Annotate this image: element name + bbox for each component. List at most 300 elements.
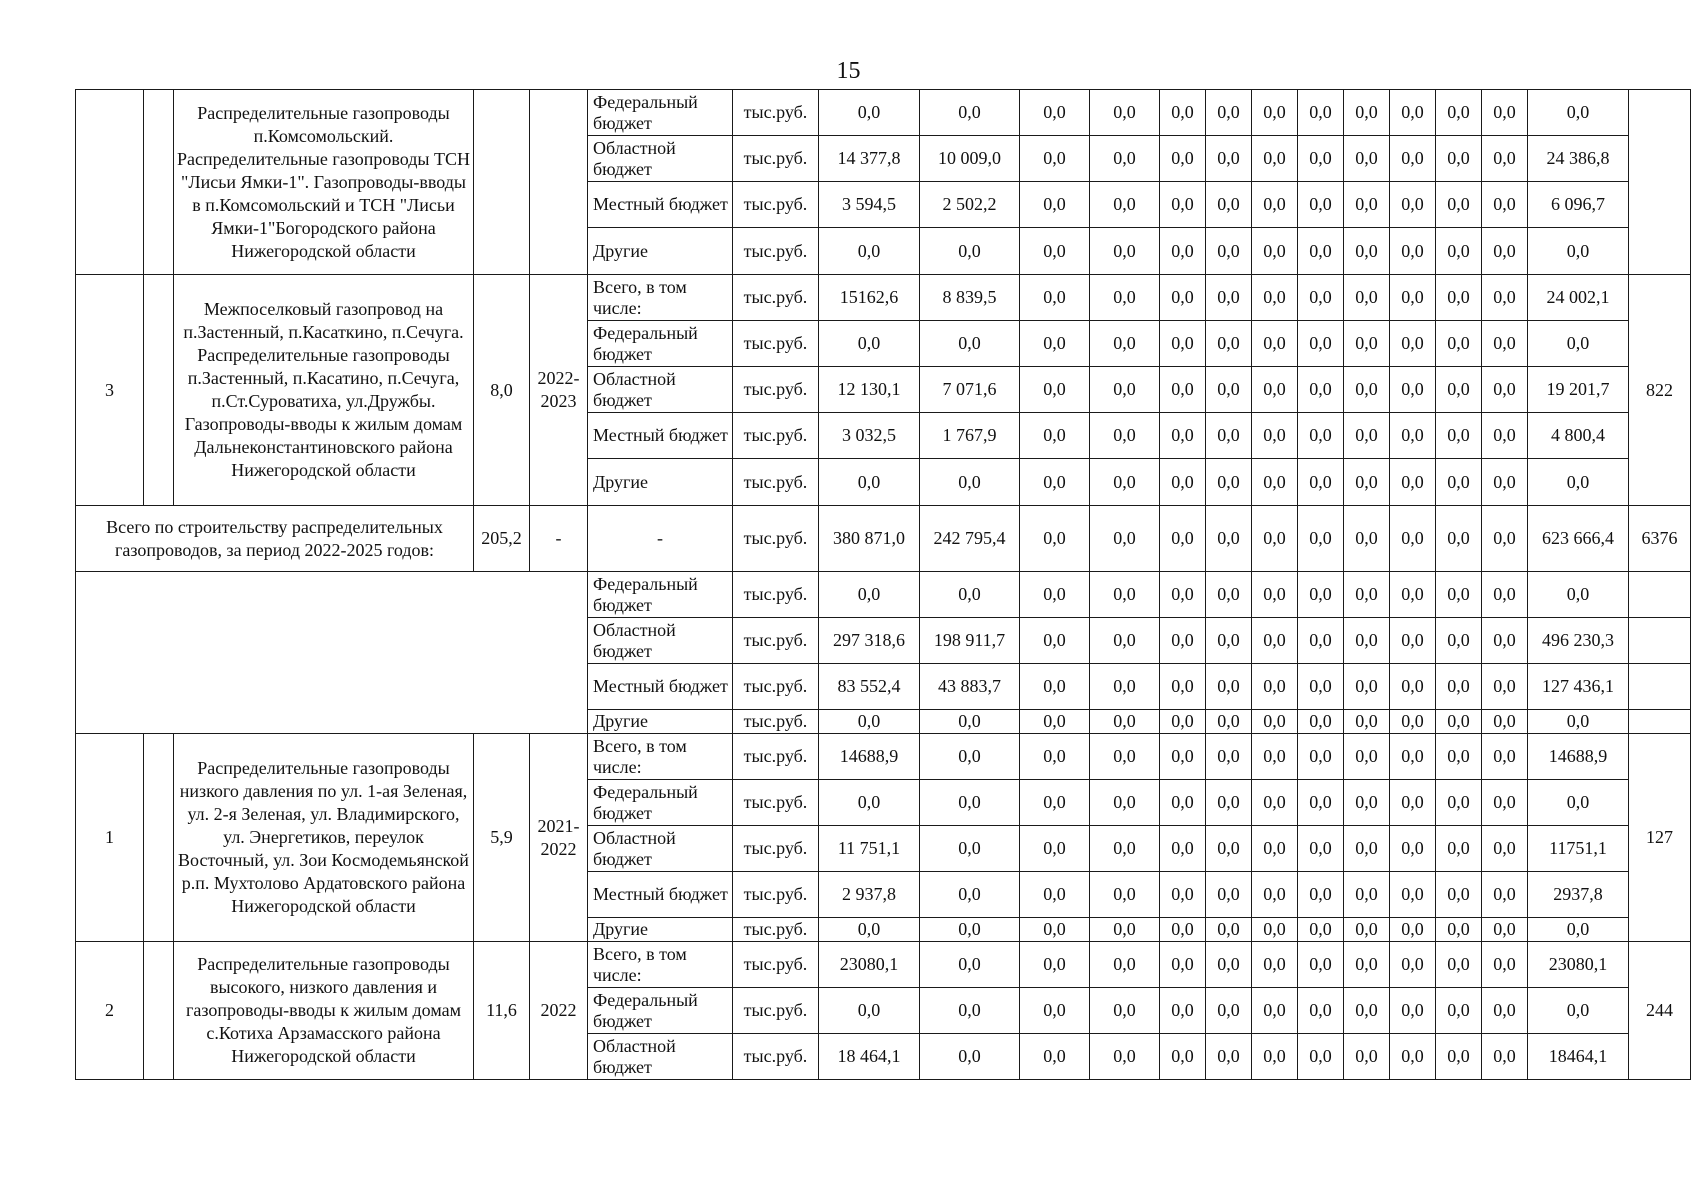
value-cell: 0,0 (1252, 734, 1298, 780)
value-cell: 0,0 (1160, 918, 1206, 942)
value-cell: 3 594,5 (819, 182, 920, 228)
row-total-cell: 24 002,1 (1528, 275, 1629, 321)
value-cell: 0,0 (1482, 572, 1528, 618)
value-cell: 0,0 (819, 780, 920, 826)
value-cell: 0,0 (920, 710, 1020, 734)
value-cell: 0,0 (1252, 459, 1298, 506)
value-cell: 0,0 (1436, 275, 1482, 321)
value-cell: 0,0 (1252, 988, 1298, 1034)
row-total-cell: 0,0 (1528, 228, 1629, 275)
value-cell: 0,0 (1482, 506, 1528, 572)
blank-cell (1629, 664, 1691, 710)
value-cell: 0,0 (1298, 918, 1344, 942)
value-cell: 0,0 (1482, 826, 1528, 872)
value-cell: 0,0 (1390, 228, 1436, 275)
value-cell: 0,0 (1020, 275, 1090, 321)
value-cell: 43 883,7 (920, 664, 1020, 710)
value-cell: 0,0 (920, 459, 1020, 506)
value-cell: 0,0 (1090, 664, 1160, 710)
value-cell: 0,0 (1298, 136, 1344, 182)
capacity-cell: 127 (1629, 734, 1691, 942)
value-cell: 0,0 (1436, 734, 1482, 780)
value-cell: 2 937,8 (819, 872, 920, 918)
value-cell: 0,0 (1298, 321, 1344, 367)
value-cell: 0,0 (819, 572, 920, 618)
period-cell: 2022-2023 (530, 275, 588, 506)
value-cell: 0,0 (1020, 872, 1090, 918)
value-cell: 0,0 (1206, 942, 1252, 988)
row-total-cell: 23080,1 (1528, 942, 1629, 988)
funding-source: Федеральный бюджет (588, 572, 733, 618)
summary-label-cell: Всего по строительству распределительных газопроводов, за период 2022-2025 годов: (76, 506, 474, 572)
value-cell: 0,0 (1206, 664, 1252, 710)
length-cell: 11,6 (474, 942, 530, 1080)
capacity-cell (1629, 90, 1691, 275)
page-number: 15 (836, 58, 861, 84)
value-cell: 0,0 (1298, 413, 1344, 459)
value-cell: 0,0 (1160, 413, 1206, 459)
value-cell: 0,0 (1436, 618, 1482, 664)
value-cell: 0,0 (1020, 90, 1090, 136)
value-cell: 23080,1 (819, 942, 920, 988)
value-cell: 0,0 (1436, 228, 1482, 275)
unit-cell: тыс.руб. (733, 942, 819, 988)
value-cell: 0,0 (1252, 572, 1298, 618)
value-cell: 0,0 (1298, 664, 1344, 710)
value-cell: 0,0 (1298, 826, 1344, 872)
value-cell: 0,0 (1206, 572, 1252, 618)
row-total-cell: 0,0 (1528, 321, 1629, 367)
value-cell: 0,0 (1390, 572, 1436, 618)
object-name-cell: Межпоселковый газопровод на п.Застенный, п.Касаткино, п.Сечуга. Распределительные газопроводы п.Застенный, п.Касатино, п.Сечуга, п.Ст.Суроватиха, ул.Дружбы. Газопроводы-вводы к жилым домам Дальнеконстантиновского района Нижегородской области (174, 275, 474, 506)
value-cell: 0,0 (1482, 1034, 1528, 1080)
value-cell: 0,0 (1482, 780, 1528, 826)
value-cell: 297 318,6 (819, 618, 920, 664)
value-cell: 8 839,5 (920, 275, 1020, 321)
value-cell: 0,0 (1090, 90, 1160, 136)
value-cell: 1 767,9 (920, 413, 1020, 459)
value-cell: 0,0 (1436, 459, 1482, 506)
unit-cell: тыс.руб. (733, 1034, 819, 1080)
value-cell: 0,0 (1090, 321, 1160, 367)
table-row (76, 942, 1691, 988)
value-cell: 0,0 (1090, 228, 1160, 275)
row-total-cell: 0,0 (1528, 459, 1629, 506)
value-cell: 0,0 (1344, 618, 1390, 664)
value-cell: 0,0 (819, 459, 920, 506)
value-cell: 0,0 (1090, 618, 1160, 664)
value-cell: 0,0 (1020, 988, 1090, 1034)
value-cell: 0,0 (1436, 1034, 1482, 1080)
value-cell: 12 130,1 (819, 367, 920, 413)
value-cell: 0,0 (1298, 572, 1344, 618)
value-cell: 0,0 (1436, 506, 1482, 572)
table-row (76, 275, 1691, 321)
length-cell: 5,9 (474, 734, 530, 942)
value-cell: 0,0 (1436, 572, 1482, 618)
value-cell: 0,0 (1252, 664, 1298, 710)
value-cell: 0,0 (1390, 664, 1436, 710)
value-cell: 0,0 (1482, 734, 1528, 780)
value-cell: 0,0 (1390, 182, 1436, 228)
unit-cell: тыс.руб. (733, 228, 819, 275)
value-cell: 0,0 (1390, 942, 1436, 988)
unit-cell: тыс.руб. (733, 413, 819, 459)
table-row (76, 572, 1691, 618)
value-cell: 0,0 (1436, 710, 1482, 734)
value-cell: 0,0 (1090, 872, 1160, 918)
value-cell: 0,0 (920, 90, 1020, 136)
unit-cell: тыс.руб. (733, 275, 819, 321)
value-cell: 0,0 (1436, 321, 1482, 367)
value-cell: 0,0 (1436, 826, 1482, 872)
value-cell: 0,0 (1252, 321, 1298, 367)
value-cell: 0,0 (1344, 275, 1390, 321)
value-cell: 0,0 (1344, 988, 1390, 1034)
funding-source: Другие (588, 228, 733, 275)
value-cell: 0,0 (1206, 182, 1252, 228)
row-total-cell: 24 386,8 (1528, 136, 1629, 182)
value-cell: 3 032,5 (819, 413, 920, 459)
item-number-cell: 1 (76, 734, 144, 942)
value-cell: 14 377,8 (819, 136, 920, 182)
value-cell: 0,0 (1206, 1034, 1252, 1080)
value-cell: 0,0 (1090, 918, 1160, 942)
value-cell: 0,0 (1160, 826, 1206, 872)
value-cell: 0,0 (1206, 459, 1252, 506)
value-cell: 0,0 (1344, 228, 1390, 275)
funding-source: Федеральный бюджет (588, 321, 733, 367)
funding-source: Областной бюджет (588, 1034, 733, 1080)
length-cell: 205,2 (474, 506, 530, 572)
value-cell: 0,0 (1344, 942, 1390, 988)
row-total-cell: 11751,1 (1528, 826, 1629, 872)
value-cell: 0,0 (1390, 321, 1436, 367)
row-total-cell: 2937,8 (1528, 872, 1629, 918)
value-cell: 0,0 (1206, 918, 1252, 942)
value-cell: 0,0 (1252, 780, 1298, 826)
value-cell: 0,0 (1252, 710, 1298, 734)
value-cell: 0,0 (1298, 459, 1344, 506)
unit-cell: тыс.руб. (733, 367, 819, 413)
value-cell: 0,0 (1160, 228, 1206, 275)
unit-cell: тыс.руб. (733, 506, 819, 572)
unit-cell: тыс.руб. (733, 321, 819, 367)
value-cell: 0,0 (819, 228, 920, 275)
value-cell: 0,0 (1344, 872, 1390, 918)
value-cell: 0,0 (1436, 918, 1482, 942)
value-cell: 0,0 (1160, 506, 1206, 572)
value-cell: 0,0 (1390, 90, 1436, 136)
value-cell: 0,0 (1206, 710, 1252, 734)
funding-source: Областной бюджет (588, 618, 733, 664)
value-cell: 0,0 (1020, 618, 1090, 664)
value-cell: 0,0 (1206, 618, 1252, 664)
value-cell: 0,0 (920, 228, 1020, 275)
length-cell (474, 90, 530, 275)
unit-cell: тыс.руб. (733, 988, 819, 1034)
value-cell: 0,0 (1090, 459, 1160, 506)
value-cell: 0,0 (1482, 367, 1528, 413)
value-cell: 0,0 (819, 710, 920, 734)
value-cell: 0,0 (1206, 826, 1252, 872)
value-cell: 0,0 (1206, 321, 1252, 367)
value-cell: 0,0 (1020, 664, 1090, 710)
value-cell: 0,0 (1020, 734, 1090, 780)
value-cell: 0,0 (1090, 1034, 1160, 1080)
value-cell: 0,0 (1090, 182, 1160, 228)
funding-source: Федеральный бюджет (588, 988, 733, 1034)
value-cell: 0,0 (1160, 367, 1206, 413)
budget-table (75, 89, 1691, 1080)
value-cell: 0,0 (1020, 572, 1090, 618)
value-cell: 0,0 (1206, 780, 1252, 826)
value-cell: 0,0 (1252, 275, 1298, 321)
value-cell: 0,0 (1020, 1034, 1090, 1080)
value-cell: 0,0 (1206, 367, 1252, 413)
value-cell: 0,0 (1020, 459, 1090, 506)
period-cell: 2022 (530, 942, 588, 1080)
value-cell: 0,0 (1482, 321, 1528, 367)
value-cell: 0,0 (1298, 710, 1344, 734)
value-cell: 0,0 (1482, 228, 1528, 275)
value-cell: 0,0 (1252, 367, 1298, 413)
value-cell: 0,0 (819, 988, 920, 1034)
value-cell: 0,0 (1482, 459, 1528, 506)
value-cell: 0,0 (1344, 826, 1390, 872)
value-cell: 0,0 (1020, 780, 1090, 826)
value-cell: 0,0 (1206, 136, 1252, 182)
value-cell: 0,0 (1298, 734, 1344, 780)
value-cell: 7 071,6 (920, 367, 1020, 413)
period-cell (530, 90, 588, 275)
unit-cell: тыс.руб. (733, 826, 819, 872)
value-cell: 0,0 (1160, 90, 1206, 136)
value-cell: 0,0 (1090, 506, 1160, 572)
row-total-cell: 0,0 (1528, 780, 1629, 826)
value-cell: 0,0 (1436, 367, 1482, 413)
funding-source: Местный бюджет (588, 413, 733, 459)
item-number-cell: 2 (76, 942, 144, 1080)
value-cell: 0,0 (1390, 413, 1436, 459)
value-cell: 0,0 (1252, 182, 1298, 228)
value-cell: 0,0 (1344, 572, 1390, 618)
value-cell: 0,0 (1436, 413, 1482, 459)
value-cell: 0,0 (1482, 136, 1528, 182)
item-number-cell (76, 90, 144, 275)
value-cell: 242 795,4 (920, 506, 1020, 572)
object-name-cell: Распределительные газопроводы п.Комсомольский. Распределительные газопроводы ТСН "Лисьи Ямки-1". Газопроводы-вводы в п.Комсомольский и ТСН "Лисьи Ямки-1"Богородского района Нижегородской области (174, 90, 474, 275)
unit-cell: тыс.руб. (733, 872, 819, 918)
value-cell: 0,0 (1090, 136, 1160, 182)
value-cell: 0,0 (1298, 367, 1344, 413)
unit-cell: тыс.руб. (733, 572, 819, 618)
value-cell: 0,0 (1252, 228, 1298, 275)
row-total-cell: 623 666,4 (1528, 506, 1629, 572)
value-cell: 0,0 (819, 90, 920, 136)
period-cell: 2021-2022 (530, 734, 588, 942)
value-cell: 380 871,0 (819, 506, 920, 572)
value-cell: 0,0 (1344, 136, 1390, 182)
funding-source: Другие (588, 459, 733, 506)
value-cell: 0,0 (1482, 664, 1528, 710)
value-cell: 0,0 (1298, 506, 1344, 572)
funding-source: Другие (588, 710, 733, 734)
value-cell: 0,0 (920, 988, 1020, 1034)
value-cell: 0,0 (1206, 228, 1252, 275)
capacity-cell: 244 (1629, 942, 1691, 1080)
funding-source: Всего, в том числе: (588, 942, 733, 988)
capacity-cell: 822 (1629, 275, 1691, 506)
value-cell: 0,0 (1252, 136, 1298, 182)
unit-cell: тыс.руб. (733, 780, 819, 826)
value-cell: 0,0 (1298, 780, 1344, 826)
value-cell: 0,0 (1160, 872, 1206, 918)
value-cell: 0,0 (1482, 872, 1528, 918)
funding-source: Федеральный бюджет (588, 90, 733, 136)
funding-source: Областной бюджет (588, 826, 733, 872)
value-cell: 0,0 (1298, 275, 1344, 321)
value-cell: 0,0 (1482, 413, 1528, 459)
blank-merged-cell (76, 572, 588, 734)
row-total-cell: 0,0 (1528, 90, 1629, 136)
value-cell: 0,0 (1090, 826, 1160, 872)
value-cell: 0,0 (1344, 1034, 1390, 1080)
row-total-cell: 6 096,7 (1528, 182, 1629, 228)
value-cell: 0,0 (920, 1034, 1020, 1080)
value-cell: 0,0 (1020, 367, 1090, 413)
value-cell: 0,0 (1160, 710, 1206, 734)
value-cell: 0,0 (1160, 321, 1206, 367)
value-cell: 0,0 (1390, 710, 1436, 734)
blank-cell (144, 90, 174, 275)
funding-source: - (588, 506, 733, 572)
value-cell: 0,0 (1482, 90, 1528, 136)
value-cell: 0,0 (1390, 1034, 1436, 1080)
value-cell: 0,0 (1090, 780, 1160, 826)
row-total-cell: 19 201,7 (1528, 367, 1629, 413)
value-cell: 0,0 (1344, 182, 1390, 228)
value-cell: 0,0 (1298, 1034, 1344, 1080)
value-cell: 0,0 (1252, 826, 1298, 872)
value-cell: 14688,9 (819, 734, 920, 780)
blank-cell (144, 275, 174, 506)
value-cell: 0,0 (1390, 367, 1436, 413)
funding-source: Местный бюджет (588, 182, 733, 228)
value-cell: 0,0 (1160, 275, 1206, 321)
row-total-cell: 0,0 (1528, 918, 1629, 942)
value-cell: 0,0 (920, 826, 1020, 872)
value-cell: 0,0 (1252, 506, 1298, 572)
value-cell: 0,0 (1090, 367, 1160, 413)
table-row (76, 90, 1691, 136)
value-cell: 0,0 (1020, 918, 1090, 942)
value-cell: 0,0 (1020, 321, 1090, 367)
row-total-cell: 14688,9 (1528, 734, 1629, 780)
value-cell: 0,0 (1344, 459, 1390, 506)
value-cell: 0,0 (1298, 228, 1344, 275)
value-cell: 0,0 (1390, 780, 1436, 826)
value-cell: 0,0 (1344, 710, 1390, 734)
value-cell: 0,0 (1090, 942, 1160, 988)
value-cell: 0,0 (920, 321, 1020, 367)
value-cell: 0,0 (1390, 872, 1436, 918)
value-cell: 0,0 (1344, 90, 1390, 136)
value-cell: 0,0 (1206, 90, 1252, 136)
value-cell: 0,0 (1020, 506, 1090, 572)
summary-row (76, 506, 1691, 572)
value-cell: 0,0 (1482, 182, 1528, 228)
value-cell: 0,0 (819, 321, 920, 367)
value-cell: 15162,6 (819, 275, 920, 321)
funding-source: Всего, в том числе: (588, 275, 733, 321)
value-cell: 0,0 (1482, 988, 1528, 1034)
value-cell: 0,0 (1020, 228, 1090, 275)
row-total-cell: 18464,1 (1528, 1034, 1629, 1080)
value-cell: 0,0 (1252, 413, 1298, 459)
value-cell: 0,0 (1436, 182, 1482, 228)
value-cell: 0,0 (1298, 942, 1344, 988)
value-cell: 0,0 (1160, 459, 1206, 506)
value-cell: 0,0 (1344, 918, 1390, 942)
value-cell: 0,0 (1160, 734, 1206, 780)
value-cell: 0,0 (1298, 618, 1344, 664)
value-cell: 0,0 (1252, 918, 1298, 942)
value-cell: 0,0 (920, 918, 1020, 942)
value-cell: 0,0 (1390, 506, 1436, 572)
unit-cell: тыс.руб. (733, 734, 819, 780)
value-cell: 0,0 (1482, 918, 1528, 942)
row-total-cell: 127 436,1 (1528, 664, 1629, 710)
blank-cell (1629, 572, 1691, 618)
table-row (76, 734, 1691, 780)
value-cell: 0,0 (1160, 572, 1206, 618)
funding-source: Другие (588, 918, 733, 942)
value-cell: 0,0 (1390, 734, 1436, 780)
value-cell: 83 552,4 (819, 664, 920, 710)
capacity-cell: 6376 (1629, 506, 1691, 572)
value-cell: 0,0 (920, 572, 1020, 618)
value-cell: 2 502,2 (920, 182, 1020, 228)
value-cell: 0,0 (1090, 413, 1160, 459)
value-cell: 0,0 (1436, 942, 1482, 988)
value-cell: 18 464,1 (819, 1034, 920, 1080)
value-cell: 0,0 (1160, 664, 1206, 710)
value-cell: 0,0 (1090, 572, 1160, 618)
value-cell: 0,0 (920, 734, 1020, 780)
value-cell: 0,0 (1206, 734, 1252, 780)
value-cell: 0,0 (1090, 275, 1160, 321)
value-cell: 11 751,1 (819, 826, 920, 872)
item-number-cell: 3 (76, 275, 144, 506)
blank-cell (144, 734, 174, 942)
unit-cell: тыс.руб. (733, 618, 819, 664)
object-name-cell: Распределительные газопроводы низкого давления по ул. 1-ая Зеленая, ул. 2-я Зеленая, ул. Владимирского, ул. Энергетиков, переулок Восточный, ул. Зои Космодемьянской р.п. Мухтолово Ардатовского района Нижегородской области (174, 734, 474, 942)
unit-cell: тыс.руб. (733, 459, 819, 506)
value-cell: 0,0 (1482, 275, 1528, 321)
value-cell: 0,0 (1020, 826, 1090, 872)
row-total-cell: 0,0 (1528, 572, 1629, 618)
unit-cell: тыс.руб. (733, 182, 819, 228)
value-cell: 0,0 (1390, 918, 1436, 942)
value-cell: 0,0 (1252, 90, 1298, 136)
value-cell: 0,0 (1160, 988, 1206, 1034)
value-cell: 0,0 (1436, 780, 1482, 826)
value-cell: 0,0 (1344, 664, 1390, 710)
value-cell: 0,0 (1252, 1034, 1298, 1080)
unit-cell: тыс.руб. (733, 136, 819, 182)
unit-cell: тыс.руб. (733, 90, 819, 136)
